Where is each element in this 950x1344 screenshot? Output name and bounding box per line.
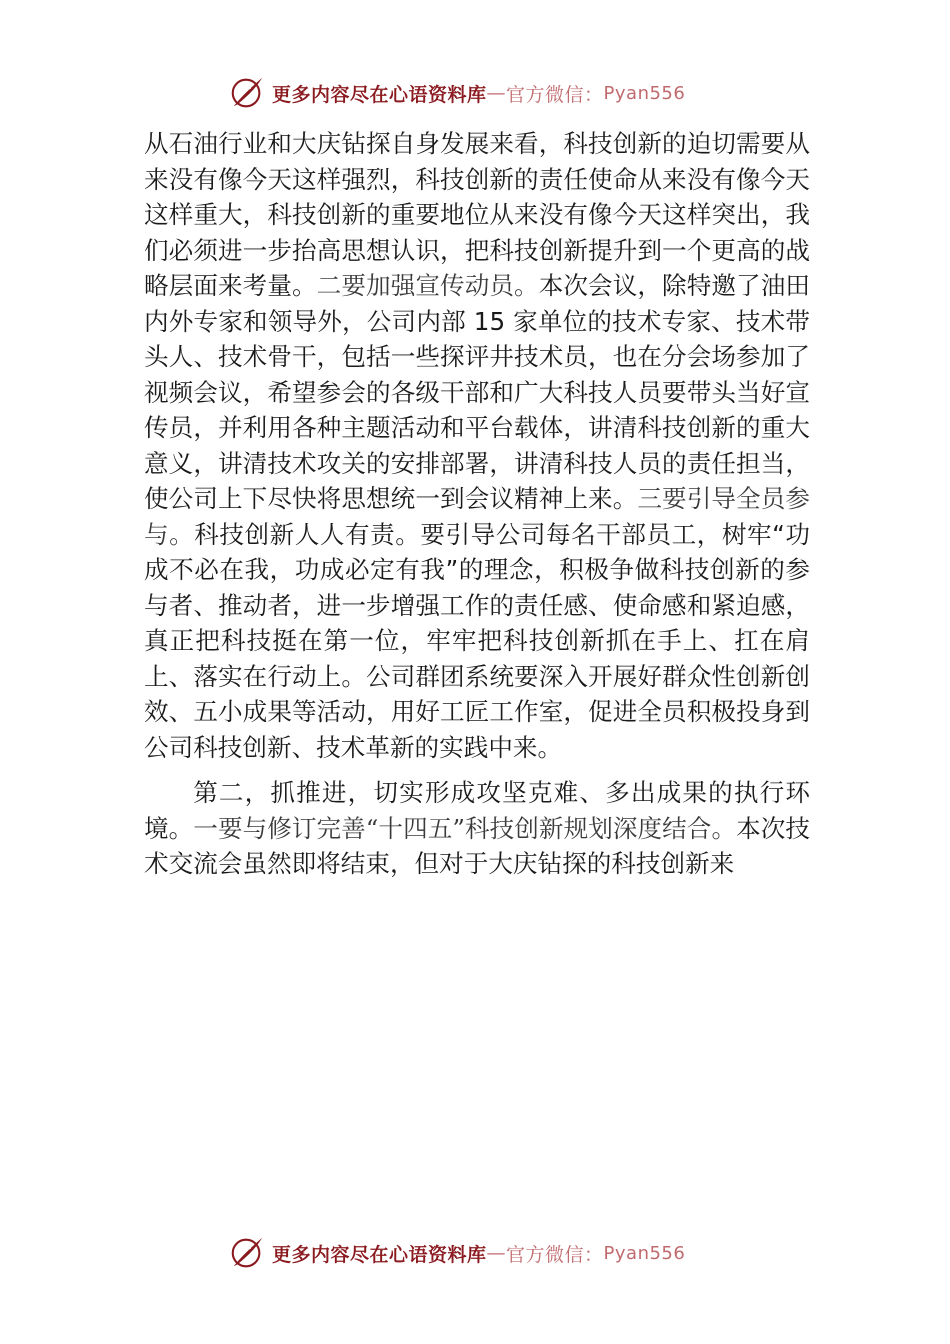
banner-dash: — [486, 1242, 507, 1264]
banner-wechat-id: Pyan556 [603, 1242, 686, 1264]
paragraph-1 [144, 126, 810, 765]
quill-logo-icon [228, 74, 266, 112]
point-heading: 三要引导全员参与。 [144, 484, 810, 549]
banner-label: 官方微信： [506, 83, 604, 106]
banner-label: 官方微信： [506, 1243, 604, 1266]
quill-logo-icon [228, 1234, 266, 1272]
text-run: 本次技术交流会虽然即将结束，但对于大庆钻探的科技创新来 [144, 813, 810, 878]
banner-wechat-id: Pyan556 [603, 82, 686, 104]
point-heading: 二要加强宣传动员。 [316, 271, 539, 300]
footer-banner [228, 1233, 685, 1273]
section-heading: 第二，抓推进，切实形成攻坚克难、多出成果的执行环境。 [144, 778, 810, 843]
banner-dash: — [486, 82, 507, 104]
paragraph-2 [144, 775, 810, 882]
banner-title: 更多内容尽在心语资料库 [272, 1243, 487, 1266]
point-heading: 一要与修订完善“十四五”科技创新规划深度结合。 [193, 813, 737, 843]
banner-title: 更多内容尽在心语资料库 [272, 83, 487, 106]
header-banner [228, 73, 685, 113]
text-run: 本次会议，除特邀了油田内外专家和领导外，公司内部 15 家单位的技术专家、技术带头人、技术骨干，包括一些探评井技术员，也在分会场参加了视频会议，希望参会的各级干部和广大科技人员要带头当好宣传员，并利用各种主题活动和平台载体，讲清科技创新的重大意义，讲清技术攻关的安排部署，讲清科技人员的责任担当，使公司上下尽快将思想统一到会议精神上来。 [144, 271, 810, 513]
text-run: 科技创新人人有责。要引导公司每名干部员工，树牢“功成不必在我，功成必定有我”的理念，积极争做科技创新的参与者、推动者，进一步增强工作的责任感、使命感和紧迫感，真正把科技挺在第一位，牢牢把科技创新抓在手上、扛在肩上、落实在行动上。公司群团系统要深入开展好群众性创新创效、五小成果等活动，用好工匠工作室，促进全员积极投身到公司科技创新、技术革新的实践中来。 [144, 519, 810, 762]
text-run: 从石油行业和大庆钻探自身发展来看，科技创新的迫切需要从来没有像今天这样强烈，科技创新的责任使命从来没有像今天这样重大，科技创新的重要地位从来没有像今天这样突出，我们必须进一步抬高思想认识，把科技创新提升到一个更高的战略层面来考量。 [144, 129, 810, 300]
document-body [144, 126, 810, 882]
